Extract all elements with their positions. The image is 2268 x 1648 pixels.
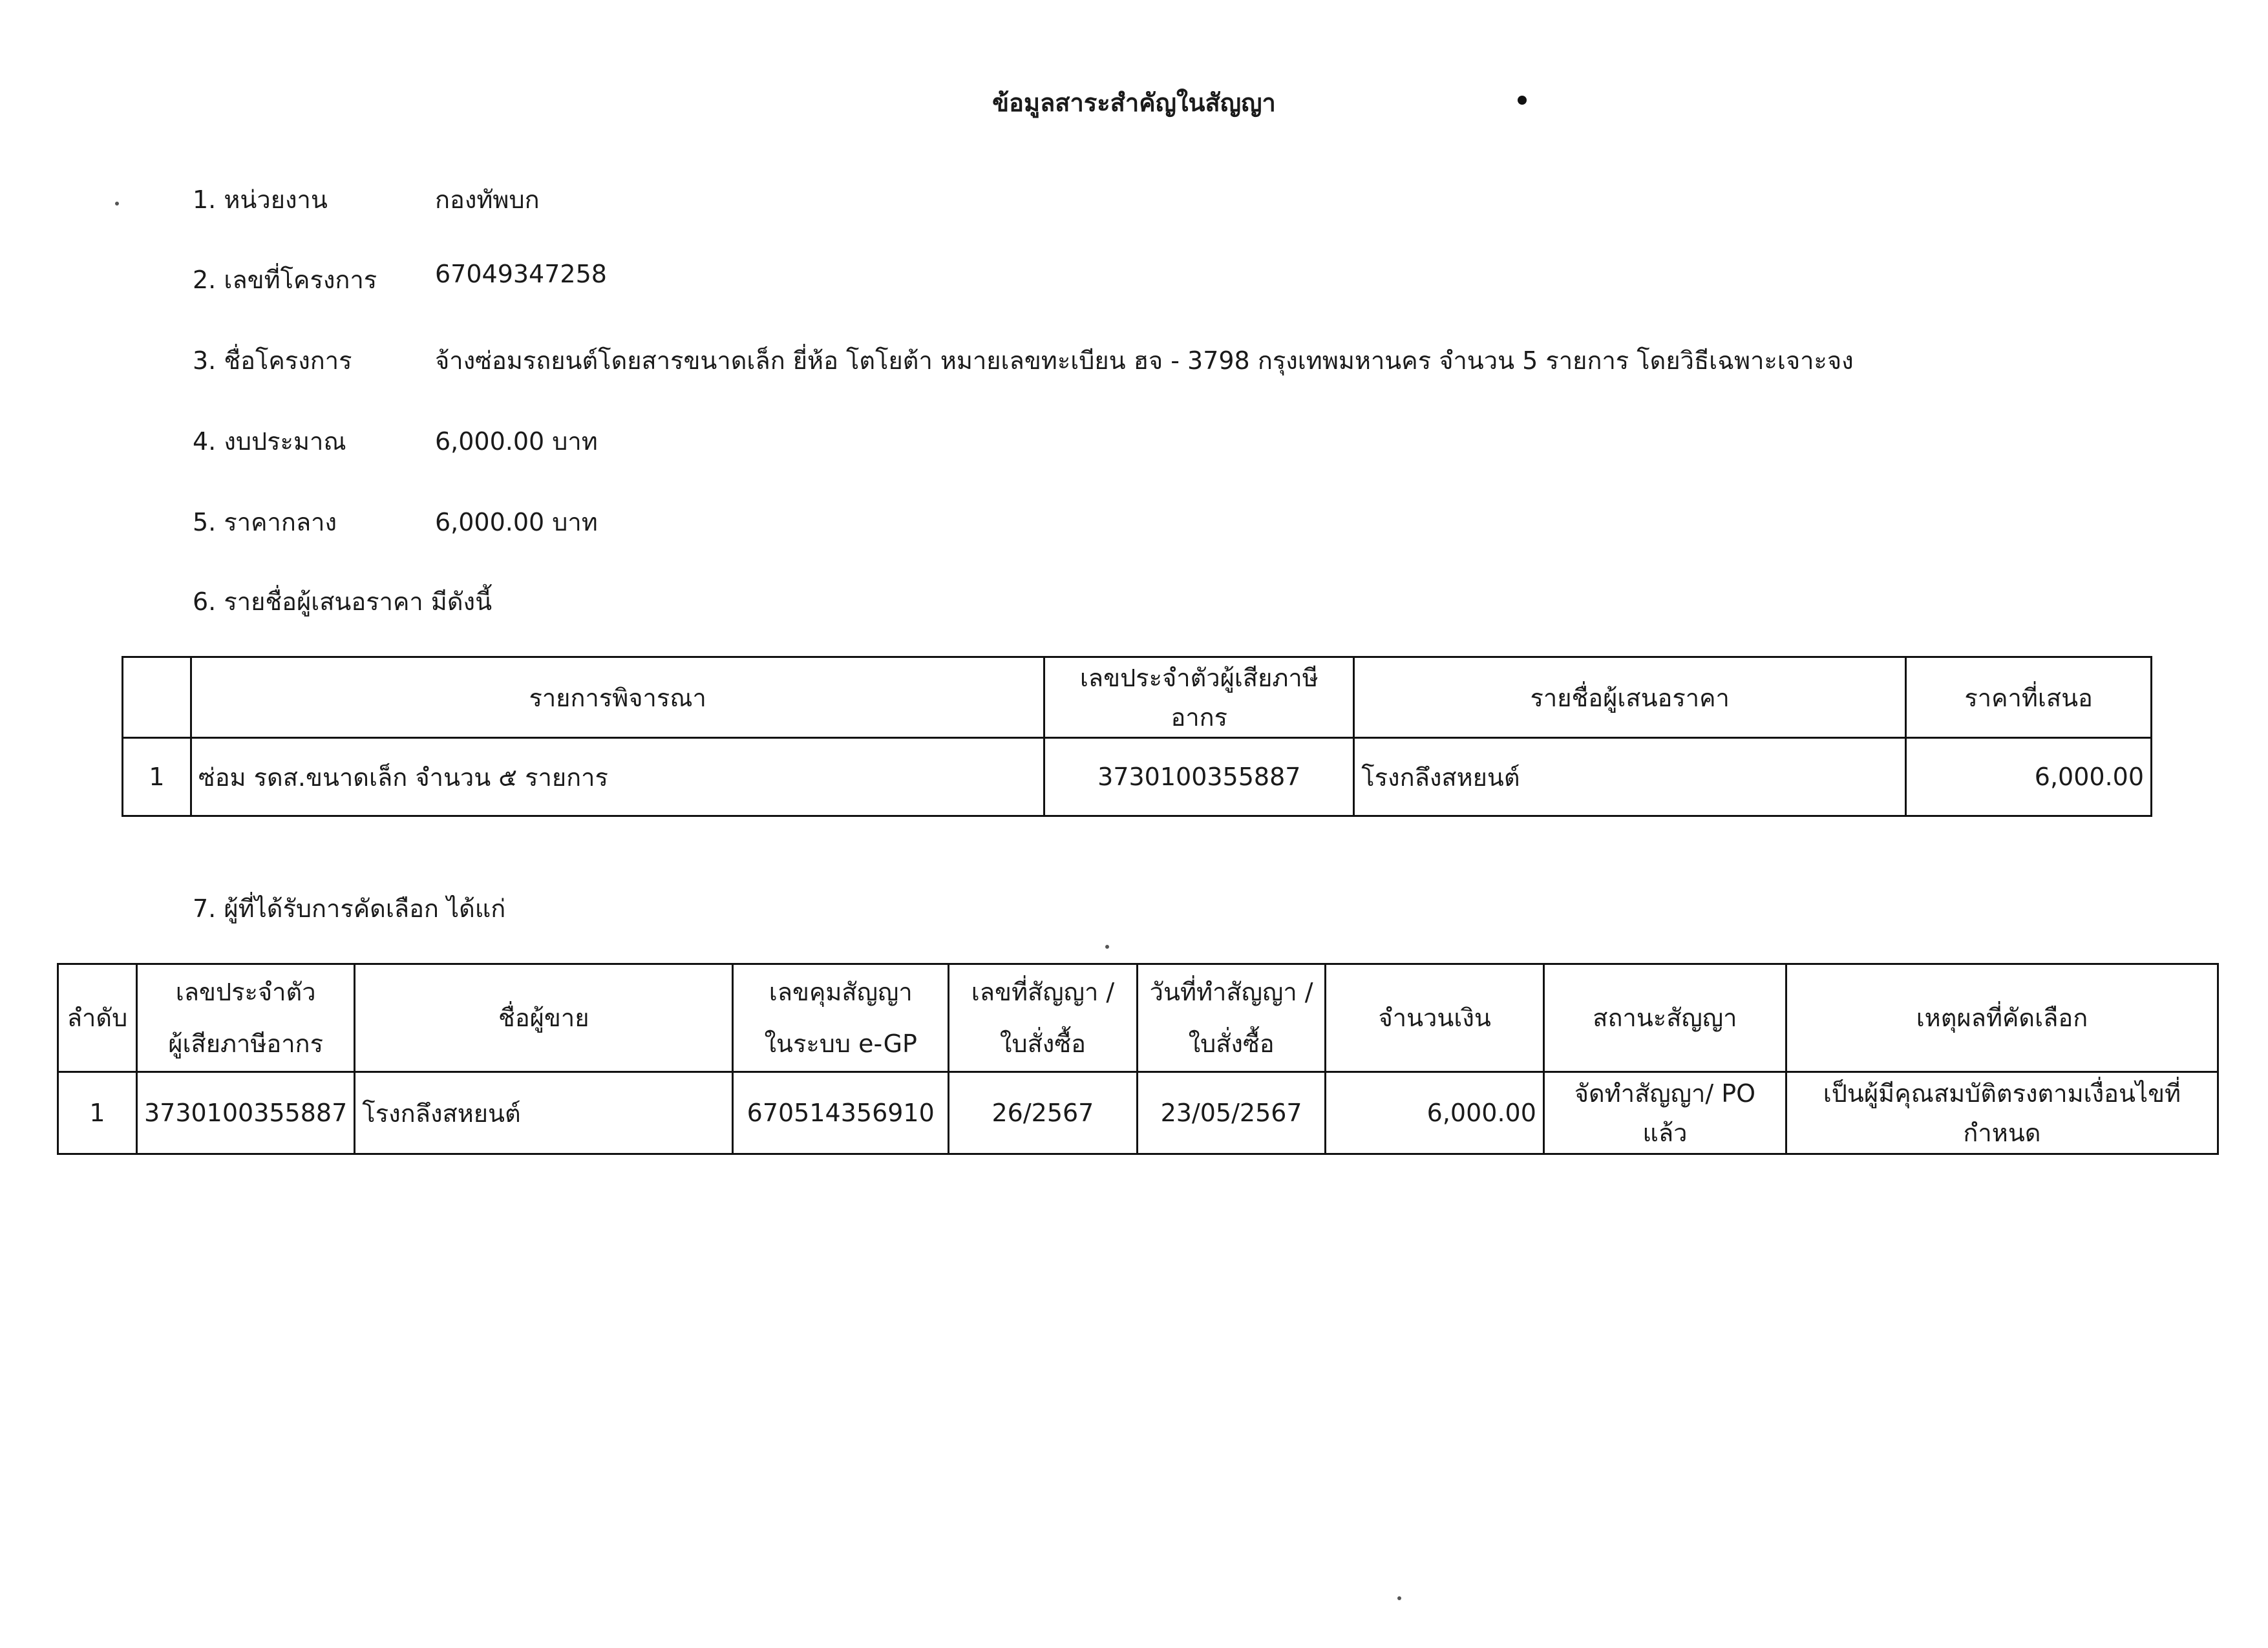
field-value: จ้างซ่อมรถยนต์โดยสารขนาดเล็ก ยี่ห้อ โตโยต้า หมายเลขทะเบียน ฮจ - 3798 กรุงเทพมหานคร จำนวน 5 รายการ โดยวิธีเฉพาะเจาะจง xyxy=(435,346,1854,375)
header-cell-order xyxy=(58,964,137,1072)
cell-tax-id: 3730100355887 xyxy=(136,1072,354,1154)
field-label: 4. งบประมาณ xyxy=(193,427,346,456)
header-text: เหตุผลที่คัดเลือก xyxy=(1916,1004,2088,1032)
section-heading: 6. รายชื่อผู้เสนอราคา มีดังนี้ xyxy=(193,587,493,616)
cell-seller: โรงกลึงสหยนต์ xyxy=(355,1072,733,1154)
header-text: เลขคุมสัญญา xyxy=(768,978,913,1006)
cell-status: จัดทำสัญญา/ PO แล้ว xyxy=(1543,1072,1786,1154)
bidders-table xyxy=(122,656,2152,817)
table-header-row xyxy=(123,657,2152,738)
table-row xyxy=(58,1072,2218,1154)
scan-speck xyxy=(1105,945,1109,949)
header-text: วันที่ทำสัญญา / xyxy=(1149,978,1313,1006)
cell-price: 6,000.00 xyxy=(1906,738,2152,816)
header-cell-price: ราคาที่เสนอ xyxy=(1906,657,2152,738)
header-text: ใบสั่งซื้อ xyxy=(999,1030,1086,1058)
document-title: ข้อมูลสาระสำคัญในสัญญา xyxy=(992,89,1276,117)
cell-egp: 670514356910 xyxy=(733,1072,949,1154)
cell-tax-id: 3730100355887 xyxy=(1044,738,1354,816)
header-text: สถานะสัญญา xyxy=(1593,1004,1737,1032)
stray-dot xyxy=(1518,96,1527,105)
field-label: 3. ชื่อโครงการ xyxy=(193,346,352,375)
field-value: กองทัพบก xyxy=(435,185,540,214)
header-cell-seller xyxy=(355,964,733,1072)
cell-index: 1 xyxy=(123,738,191,816)
scan-speck xyxy=(115,202,119,206)
header-cell-tax-id: เลขประจำตัวผู้เสียภาษีอากร xyxy=(1044,657,1354,738)
cell-contract-no: 26/2567 xyxy=(949,1072,1138,1154)
field-value: 6,000.00 บาท xyxy=(435,427,598,456)
header-text: ใบสั่งซื้อ xyxy=(1188,1030,1275,1058)
header-cell-bidder: รายชื่อผู้เสนอราคา xyxy=(1354,657,1906,738)
field-label: 1. หน่วยงาน xyxy=(193,185,328,214)
header-cell-index xyxy=(123,657,191,738)
cell-amount: 6,000.00 xyxy=(1326,1072,1543,1154)
header-cell-tax-id xyxy=(136,964,354,1072)
field-label: 2. เลขที่โครงการ xyxy=(193,266,377,294)
header-cell-egp xyxy=(733,964,949,1072)
header-text: ลำดับ xyxy=(67,1004,128,1032)
header-text: ชื่อผู้ขาย xyxy=(498,1004,589,1032)
table-row xyxy=(123,738,2152,816)
cell-order: 1 xyxy=(58,1072,137,1154)
header-text: ผู้เสียภาษีอากร xyxy=(168,1030,323,1058)
cell-bidder: โรงกลึงสหยนต์ xyxy=(1354,738,1906,816)
cell-reason: เป็นผู้มีคุณสมบัติตรงตามเงื่อนไขที่กำหนด xyxy=(1786,1072,2218,1154)
header-text: เลขประจำตัว xyxy=(175,978,316,1006)
winners-table xyxy=(57,963,2219,1155)
field-label: 5. ราคากลาง xyxy=(193,508,337,536)
header-cell-item: รายการพิจารณา xyxy=(191,657,1044,738)
header-text: ในระบบ e-GP xyxy=(764,1030,917,1058)
header-text: เลขที่สัญญา / xyxy=(971,978,1115,1006)
header-cell-status xyxy=(1543,964,1786,1072)
header-cell-contract-no xyxy=(949,964,1138,1072)
header-cell-reason xyxy=(1786,964,2218,1072)
scan-speck xyxy=(1397,1596,1401,1600)
header-cell-contract-date xyxy=(1137,964,1326,1072)
cell-item: ซ่อม รดส.ขนาดเล็ก จำนวน ๕ รายการ xyxy=(191,738,1044,816)
cell-contract-date: 23/05/2567 xyxy=(1137,1072,1326,1154)
header-cell-amount xyxy=(1326,964,1543,1072)
table-header-row xyxy=(58,964,2218,1072)
header-text: จำนวนเงิน xyxy=(1378,1004,1491,1032)
field-value: 6,000.00 บาท xyxy=(435,508,598,536)
section-heading: 7. ผู้ที่ได้รับการคัดเลือก ได้แก่ xyxy=(193,894,506,923)
field-value: 67049347258 xyxy=(435,260,607,288)
